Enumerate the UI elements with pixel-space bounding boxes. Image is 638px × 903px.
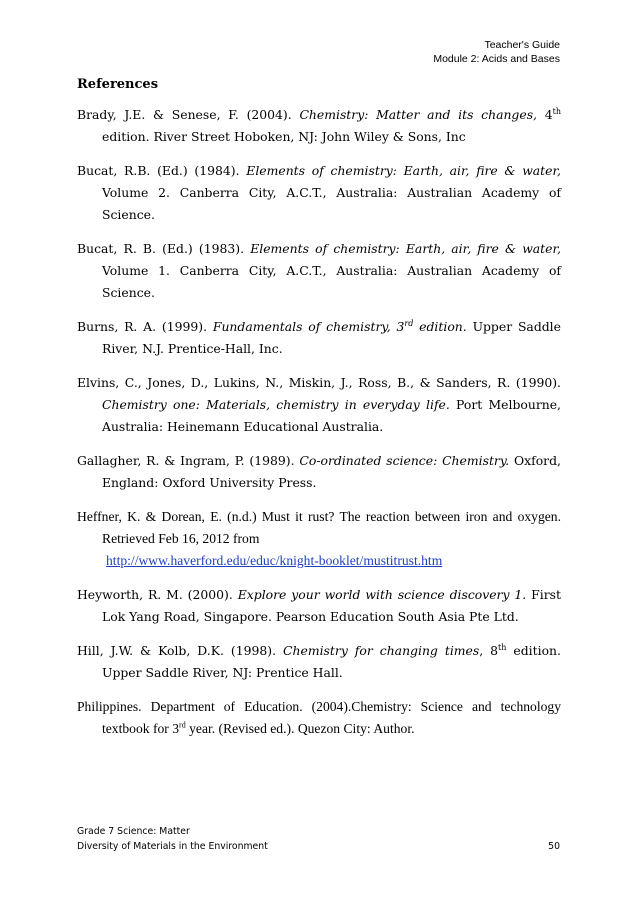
reference-list bbox=[77, 104, 561, 752]
reference-item: Heyworth, R. M. (2000). Explore your world with science discovery 1. First Lok Yang Road, Singapore. Pearson Education South Asia Pte Ltd. bbox=[77, 587, 561, 624]
reference-item: Philippines. Department of Education. (2004).Chemistry: Science and technology textbook for 3rd year. (Revised ed.). Quezon City: Author. bbox=[77, 699, 561, 736]
page-number: 50 bbox=[548, 841, 560, 852]
page-footer bbox=[77, 824, 268, 854]
reference-item: Gallagher, R. & Ingram, P. (1989). Co-ordinated science: Chemistry. Oxford, England: Oxford University Press. bbox=[77, 453, 561, 490]
reference-item: Bucat, R.B. (Ed.) (1984). Elements of chemistry: Earth, air, fire & water, Volume 2. Canberra City, A.C.T., Australia: Australian Academy of Science. bbox=[77, 163, 561, 222]
header-module-label: Module 2: Acids and Bases bbox=[433, 53, 560, 65]
reference-item: Hill, J.W. & Kolb, D.K. (1998). Chemistry for changing times, 8th edition. Upper Saddle River, NJ: Prentice Hall. bbox=[77, 642, 561, 680]
reference-item: Brady, J.E. & Senese, F. (2004). Chemistry: Matter and its changes, 4th edition. River Street Hoboken, NJ: John Wiley & Sons, Inc bbox=[77, 106, 561, 144]
reference-link[interactable]: http://www.haverford.edu/educ/knight-booklet/mustitrust.htm bbox=[106, 553, 443, 568]
reference-item: Elvins, C., Jones, D., Lukins, N., Miskin, J., Ross, B., & Sanders, R. (1990). Chemistry one: Materials, chemistry in everyday life. Port Melbourne, Australia: Heinemann Educational Australia. bbox=[77, 375, 561, 434]
page-header bbox=[433, 38, 560, 66]
reference-item: Bucat, R. B. (Ed.) (1983). Elements of chemistry: Earth, air, fire & water, Volume 1. Canberra City, A.C.T., Australia: Australian Academy of Science. bbox=[77, 241, 561, 300]
footer-grade-label: Grade 7 Science: Matter bbox=[77, 826, 190, 837]
header-guide-label: Teacher's Guide bbox=[484, 39, 560, 51]
footer-unit-label: Diversity of Materials in the Environment bbox=[77, 841, 268, 852]
references-heading: References bbox=[77, 77, 159, 92]
reference-item: Heffner, K. & Dorean, E. (n.d.) Must it rust? The reaction between iron and oxygen. Retrieved Feb 16, 2012 from http://www.haverford.edu/educ/knight-booklet/mustitrust.htm bbox=[77, 509, 561, 568]
reference-item: Burns, R. A. (1999). Fundamentals of chemistry, 3rd edition. Upper Saddle River, N.J. Prentice-Hall, Inc. bbox=[77, 318, 561, 356]
